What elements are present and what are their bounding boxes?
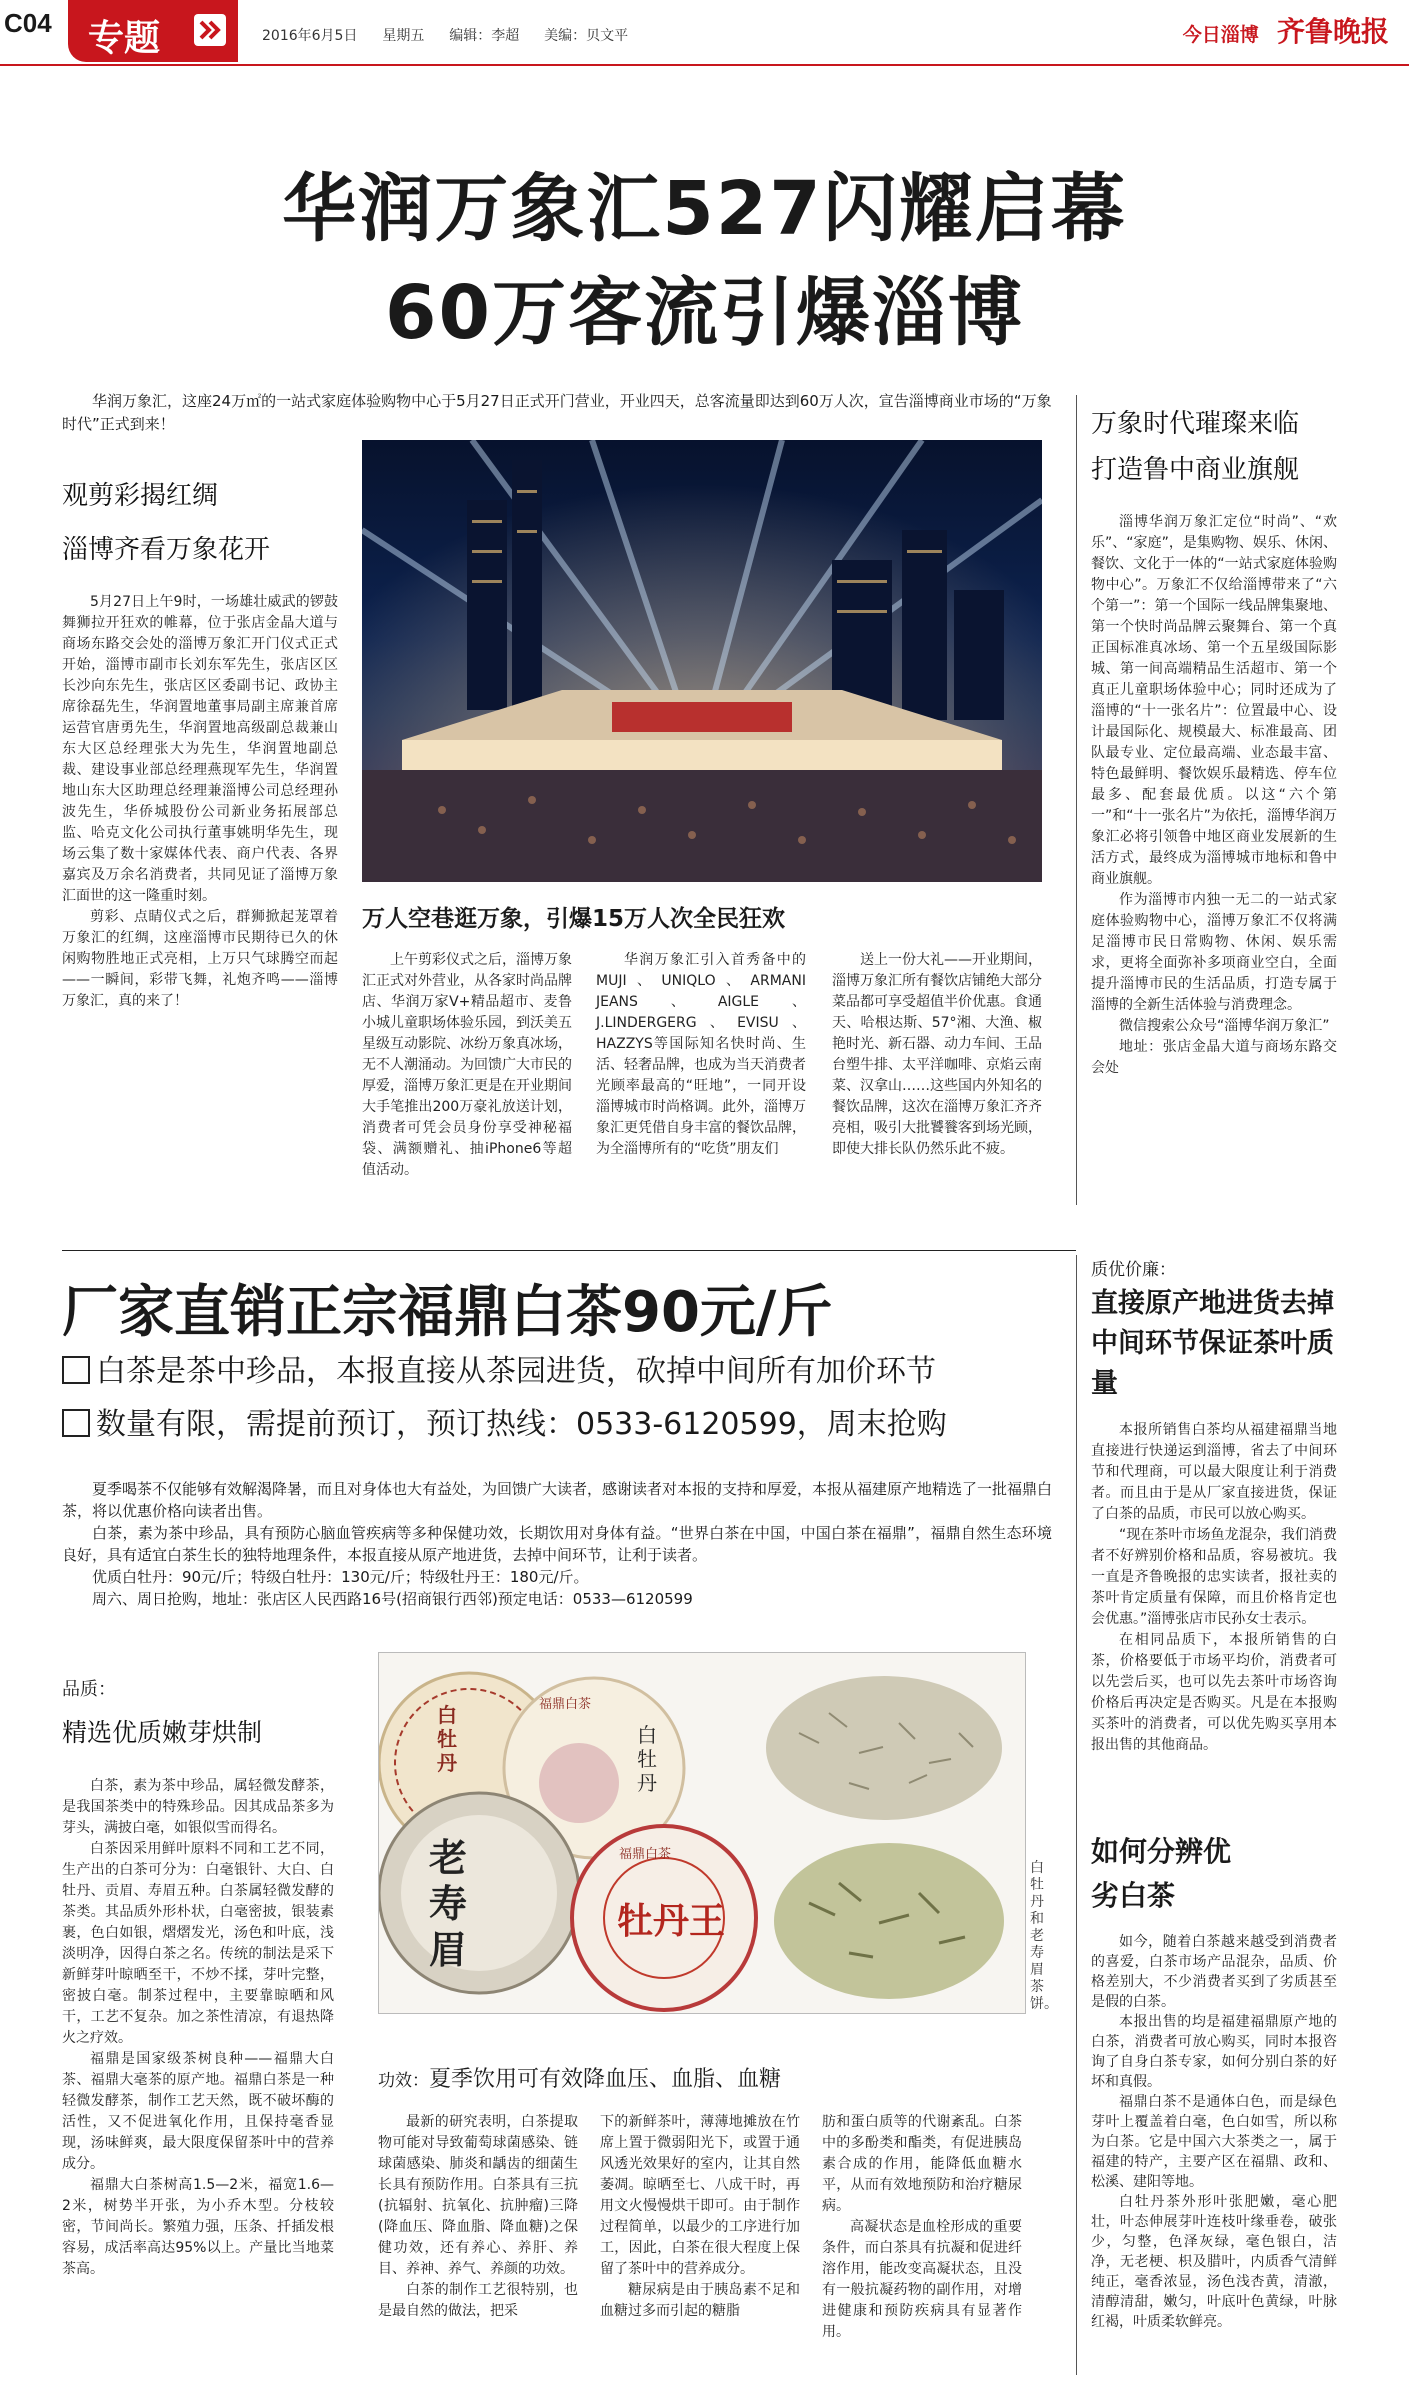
issue-date: 2016年6月5日 xyxy=(262,28,358,44)
tea-right-body-p6: 福鼎白茶不是通体白色，而是绿色芽叶上覆盖着白毫，色白如雪，所以称为白茶。它是中国六大茶类之一，属于福建的特产，主要产区在福鼎、政和、松溪、建阳等地。 xyxy=(1091,2094,1337,2190)
quality-label: 品质： xyxy=(62,1679,116,1700)
photo-caption: 万人空巷逛万象，引爆15万人次全民狂欢 xyxy=(362,906,786,932)
tea-intro-p1: 夏季喝茶不仅能够有效解渴降暑，而且对身体也大有益处，为回馈广大读者，感谢读者对本报的支持和厚爱，本报从福建原产地精选了一批福鼎白茶，将以优惠价格向读者出售。 xyxy=(62,1480,1053,1520)
masthead xyxy=(1183,10,1389,50)
effect-heading-text: 夏季饮用可有效降血压、血脂、血糖 xyxy=(429,2067,782,2092)
right-column-divider-bottom xyxy=(1076,1255,1077,2375)
tea-cakes-illustration xyxy=(379,1653,1026,2014)
right-heading: 直接原产地进货去掉中间环节保证茶叶质量 xyxy=(1091,1288,1334,1399)
effect-col-1-p1: 最新的研究表明，白茶提取物可能对导致葡萄球菌感染、链球菌感染、肺炎和龋齿的细菌生长具有预防作用。白茶具有三抗(抗辐射、抗氧化、抗肿瘤)三降(降血压、降血脂、降血糖)之保健功效，还有养心、养肝、养目、养神、养气、养颜的功效。 xyxy=(378,2114,578,2277)
tea-headline: 厂家直销正宗福鼎白茶90元/斤 xyxy=(62,1280,833,1345)
checkbox-icon xyxy=(62,1356,90,1384)
cake-4-brand: 福鼎白茶 xyxy=(619,1847,672,1862)
editor-credit: 编辑：李超 xyxy=(449,28,520,44)
left-body-p1: 5月27日上午9时，一场雄壮威武的锣鼓舞狮拉开狂欢的帷幕，位于张店金晶大道与商场东路交会处的淄博万象汇开门仪式正式开始，淄博市副市长刘东军先生，张店区区长沙向东先生，张店区区委副书记、政协主席徐磊先生，华润置地董事局副主席兼首席运营官唐勇先生，华润置地高级副总裁兼山东大区总经理张大为先生，华润置地副总裁、建设事业部总经理燕现军先生，华润置地山东大区助理总经理兼淄博公司总经理孙波先生，华侨城股份公司新业务拓展部总监、哈克文化公司执行董事姚明华先生，现场云集了数十家媒体代表、商户代表、各界嘉宾及万余名消费者，共同见证了淄博万象汇面世的这一隆重时刻。 xyxy=(62,594,338,904)
quality-body-p2: 白茶因采用鲜叶原料不同和工艺不同，生产出的白茶可分为：白毫银针、大白、白牡丹、贡眉、寿眉五种。白茶属轻微发酵的茶类。其品质外形朴状，白毫密披，银装素裹，色白如银，熠熠发光，汤色和叶底，浅淡明净，因得白茶之名。传统的制法是采下新鲜芽叶晾晒至干，不炒不揉，芽叶完整，密披白毫。制茶过程中，主要靠晾晒和风干，工艺不复杂。加之茶性清凉，有退热降火之疗效。 xyxy=(62,1841,334,2046)
cake-1-label: 白牡丹 xyxy=(437,1703,457,1775)
right-column-divider-top xyxy=(1076,395,1077,1205)
effect-col-3 xyxy=(822,2112,1022,2343)
tea-right-body-p7: 白牡丹茶外形叶张肥嫩，毫心肥壮，叶态伸展芽叶连枝叶缘垂卷，破张少，匀整，色泽灰绿，毫色银白，洁净，无老梗、枳及腊叶，内质香气清鲜纯正，毫香浓显，汤色浅杏黄，清澈，清醇清甜，嫩匀，叶底叶色黄绿，叶脉红褐，叶质柔软鲜亮。 xyxy=(1091,2194,1337,2330)
tea-contact: 周六、周日抢购，地址：张店区人民西路16号(招商银行西邻)预定电话：0533—6120599 xyxy=(92,1590,693,1608)
right-body xyxy=(1091,512,1337,1079)
checkbox-icon xyxy=(62,1409,90,1437)
section-divider xyxy=(62,1250,1076,1251)
tea-bullet-1 xyxy=(62,1352,936,1392)
left-heading-1: 观剪彩揭红绸 xyxy=(62,481,219,511)
tea-prices: 优质白牡丹：90元/斤；特级白牡丹：130元/斤；特级牡丹王：180元/斤。 xyxy=(92,1568,589,1586)
tea-intro xyxy=(62,1478,1052,1610)
effect-label: 功效： xyxy=(378,2071,429,2091)
effect-col-1 xyxy=(378,2112,578,2322)
night-scene-illustration xyxy=(362,440,1042,882)
column-name: 今日淄博 xyxy=(1182,24,1259,46)
effect-col-2-p1: 下的新鲜茶叶，薄薄地摊放在竹席上置于微弱阳光下，或置于通风透光效果好的室内，让其自然萎凋。晾晒至七、八成干时，再用文火慢慢烘干即可。由于制作过程简单，以最少的工序进行加工，因此，白茶在很大程度上保留了茶叶中的营养成分。 xyxy=(600,2114,800,2277)
double-chevron-icon xyxy=(194,14,226,46)
tea-photo-caption: 白牡丹和老寿眉茶饼。 xyxy=(1030,1860,1058,2012)
right-body-p1: 淄博华润万象汇定位“时尚”、“欢乐”、“家庭”，是集购物、娱乐、休闲、餐饮、文化于一体的“一站式家庭体验购物中心”。万象汇不仅给淄博带来了“六个第一”：第一个国际一线品牌集聚地、第一个快时尚品牌云聚舞台、第一个真正国标准真冰场、第一个五星级国际影城、第一间高端精品生活超市、第一个真正儿童职场体验中心；同时还成为了淄博的“十一张名片”：位置最中心、设计最国际化、规模最大、标准最高、团队最专业、定位最高端、业态最丰富、特色最鲜明、餐饮娱乐最精选、停车位最多、配套最优质。以这“六个第一”和“十一张名片”为依托，淄博华润万象汇必将引领鲁中地区商业发展新的生活方式，最终成为淄博城市地标和鲁中商业旗舰。 xyxy=(1091,514,1337,887)
tea-right-body-p3: 在相同品质下，本报所销售的白茶，价格要低于市场平均价，消费者可以先尝后买，也可以先去茶叶市场咨询价格后再决定是否购买。凡是在本报购买茶叶的消费者，可以优先购买享用本报出售的其他商品。 xyxy=(1091,1632,1337,1753)
header-rule xyxy=(0,64,1409,66)
left-heading-2: 淄博齐看万象花开 xyxy=(62,535,271,565)
right-body-p2: 作为淄博市内独一无二的一站式家庭体验购物中心，淄博万象汇不仅将满足淄博市民日常购物、休闲、娱乐需求，更将全面弥补多项商业空白，全面提升淄博市民的生活品质，打造专属于淄博的全新生活体验与消费理念。 xyxy=(1091,892,1337,1013)
tea-right-body-p2: “现在茶叶市场鱼龙混杂，我们消费者不好辨别价格和品质，容易被坑。我一直是齐鲁晚报的忠实读者，报社卖的茶叶肯定质量有保障，而且价格肯定也会优惠。”淄博张店市民孙女士表示。 xyxy=(1091,1527,1337,1627)
paper-name: 齐鲁晚报 xyxy=(1276,15,1389,48)
headline-1: 华润万象汇527闪耀启幕 xyxy=(282,166,1127,252)
quality-body-p4: 福鼎大白茶树高1.5—2米，福宽1.6—2米，树势半开张，为小乔木型。分枝较密，节间尚长。繁殖力强，压条、扦插发根容易，成活率高达95%以上。产量比当地菜茶高。 xyxy=(62,2177,334,2277)
tea-right-body xyxy=(1091,1420,1337,1756)
cake-2-brand: 福鼎白茶 xyxy=(539,1697,592,1712)
section-badge xyxy=(68,0,238,62)
mall-night-photo xyxy=(362,440,1042,882)
cake-4-label: 牡丹王 xyxy=(617,1901,726,1942)
quality-body xyxy=(62,1776,334,2280)
left-body xyxy=(62,592,338,1012)
tea-bullet-2-text: 数量有限，需提前预订，预订热线：0533-6120599，周末抢购 xyxy=(96,1407,947,1442)
effect-col-3-p1: 肪和蛋白质等的代谢紊乱。白茶中的多酚类和酯类，有促进胰岛素合成的作用，能降低血糖水平，从而有效地预防和治疗糖尿病。 xyxy=(822,2114,1022,2214)
right-label: 质优价廉： xyxy=(1091,1260,1176,1280)
effect-col-3-p2: 高凝状态是血栓形成的重要条件，而白茶具有抗凝和促进纤溶作用，能改变高凝状态，且没有一般抗凝药物的副作用，对增进健康和预防疾病具有显著作用。 xyxy=(822,2219,1022,2340)
left-body-p2: 剪彩、点睛仪式之后，群狮掀起茏罩着万象汇的红绸，这座淄博市民期待已久的休闲购物胜地正式亮相，上万只气球腾空而起——一瞬间，彩带飞舞，礼炮齐鸣——淄博万象汇，真的来了！ xyxy=(62,909,338,1009)
effect-heading xyxy=(378,2062,781,2093)
cake-2-label: 白牡丹 xyxy=(637,1723,657,1795)
right-heading-2: 打造鲁中商业旗舰 xyxy=(1091,455,1300,485)
mid-col-1: 上午剪彩仪式之后，淄博万象汇正式对外营业，从各家时尚品牌店、华润万家V+精品超市、麦鲁小城儿童职场体验乐园，到沃美五星级互动影院、冰纷万象真冰场，无不人潮涌动。为回馈广大市民的厚爱，淄博万象汇更是在开业期间大手笔推出200万豪礼放送计划，消费者可凭会员身份享受神秘福袋、满额赠礼、抽iPhone6等超值活动。 xyxy=(362,952,572,1178)
effect-col-2-p2: 糖尿病是由于胰岛素不足和血糖过多而引起的糖脂 xyxy=(600,2282,800,2319)
mid-col-3: 送上一份大礼——开业期间，淄博万象汇所有餐饮店铺绝大部分菜品都可享受超值半价优惠。食通天、哈根达斯、57°湘、大渔、椒艳时光、新石器、动力车间、王品台塑牛排、太平洋咖啡、京焰云南菜、汉拿山……这些国内外知名的餐饮品牌，这次在淄博万象汇齐齐亮相，吸引大批饕餮客到场光顾，即使大排长队仍然乐此不疲。 xyxy=(832,952,1042,1157)
issue-weekday: 星期五 xyxy=(382,28,425,44)
tea-right-body-p4: 如今，随着白茶越来越受到消费者的喜爱，白茶市场产品混杂，品质、价格差别大，不少消费者买到了劣质甚至是假的白茶。 xyxy=(1091,1934,1337,2010)
mid-col-2: 华润万象汇引入首秀备中的MUJI、UNIQLO、ARMANI JEANS、AIGLE、J.LINDERGERG、EVISU、HAZZYS等国际知名快时尚、生活、轻奢品牌，也成为当天消费者光顾率最高的“旺地”，一同开设淄博城市时尚格调。此外，淄博万象汇更凭借自身丰富的餐饮品牌，为全淄博所有的“吃货”朋友们 xyxy=(596,952,806,1157)
quality-body-p3: 福鼎是国家级茶树良种——福鼎大白茶、福鼎大毫茶的原产地。福鼎白茶是一种轻微发酵茶，制作工艺天然，既不破坏酶的活性，又不促进氧化作用，且保持毫香显现，汤味鲜爽，最大限度保留茶叶中的营养成分。 xyxy=(62,2051,334,2172)
tea-bullet-1-text: 白茶是茶中珍品，本报直接从茶园进货，砍掉中间所有加价环节 xyxy=(96,1354,936,1389)
right-body-p4: 地址：张店金晶大道与商场东路交会处 xyxy=(1091,1039,1337,1076)
effect-col-1-p2: 白茶的制作工艺很特别，也是最自然的做法，把采 xyxy=(378,2282,578,2319)
tea-intro-p2: 白茶，素为茶中珍品，具有预防心脑血管疾病等多种保健功效，长期饮用对身体有益。“世界白茶在中国，中国白茶在福鼎”，福鼎自然生态环境良好，具有适宜白茶生长的独特地理条件，本报直接从原产地进货，去掉中间环节，让利于读者。 xyxy=(62,1524,1052,1564)
tea-bullet-2 xyxy=(62,1405,947,1445)
right-heading-2: 如何分辨优劣白茶 xyxy=(1091,1835,1232,1912)
header-meta xyxy=(262,25,628,45)
cake-3-label: 老寿眉 xyxy=(429,1836,468,1972)
quality-heading: 精选优质嫩芽烘制 xyxy=(62,1718,263,1747)
effect-col-2 xyxy=(600,2112,800,2322)
page-number: C04 xyxy=(4,8,52,38)
tea-cakes-photo xyxy=(378,1652,1026,2014)
section-title: 专题 xyxy=(88,18,161,59)
tea-right-body-p5: 本报出售的均是福建福鼎原产地的白茶，消费者可放心购买，同时本报咨询了自身白茶专家，如何分别白茶的好坏和真假。 xyxy=(1091,2014,1337,2090)
tea-right-body-p1: 本报所销售白茶均从福建福鼎当地直接进行快递运到淄博，省去了中间环节和代理商，可以最大限度让利于消费者。而且由于是从厂家直接进货，保证了白茶的品质，市民可以放心购买。 xyxy=(1091,1422,1337,1522)
right-body-p3: 微信搜索公众号“淄博华润万象汇” xyxy=(1119,1018,1330,1034)
right-heading-1: 万象时代璀璨来临 xyxy=(1091,409,1300,439)
designer-credit: 美编：贝文平 xyxy=(544,28,629,44)
headline-2: 60万客流引爆淄博 xyxy=(385,270,1024,356)
tea-right-body-2 xyxy=(1091,1932,1337,2332)
quality-body-p1: 白茶，素为茶中珍品，属轻微发酵茶，是我国茶类中的特殊珍品。因其成品茶多为芽头，满披白毫，如银似雪而得名。 xyxy=(62,1778,334,1836)
top-lead: 华润万象汇，这座24万㎡的一站式家庭体验购物中心于5月27日正式开门营业，开业四天，总客流量即达到60万人次，宣告淄博商业市场的“万象时代”正式到来！ xyxy=(62,392,1052,433)
